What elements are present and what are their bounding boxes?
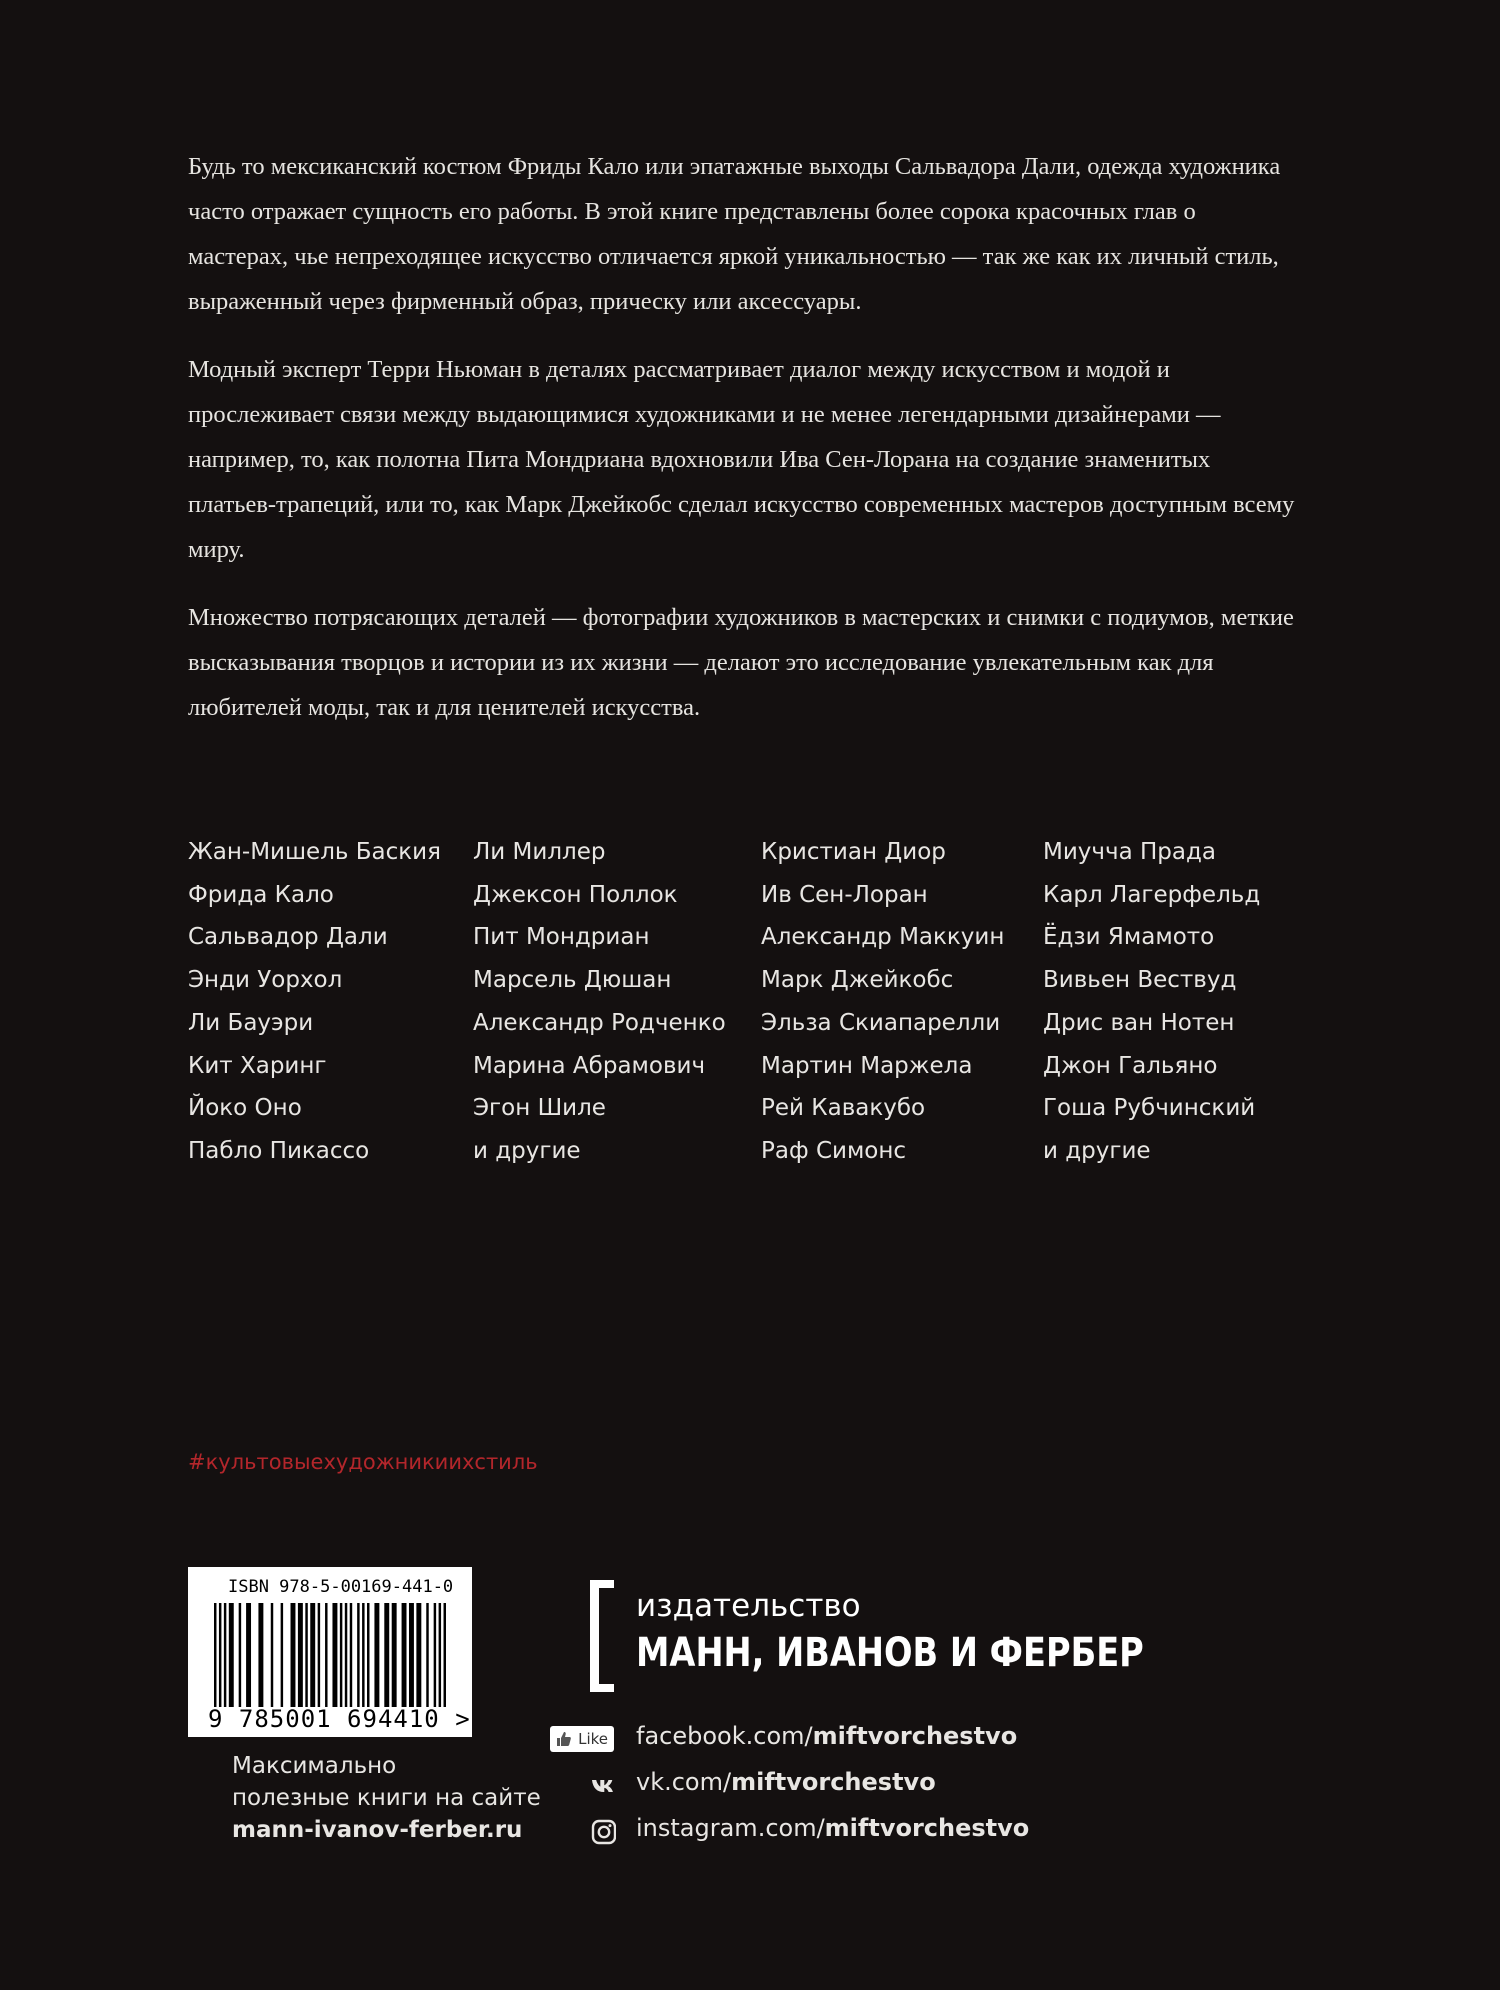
name-item: Сальвадор Дали xyxy=(188,924,388,951)
isbn-number: ISBN 978-5-00169-441-0 xyxy=(228,1577,454,1597)
name-item: Джексон Поллок xyxy=(473,881,678,908)
barcode-bar xyxy=(214,1603,216,1707)
name-item: Гоша Рубчинский xyxy=(1043,1095,1256,1122)
barcode-bar xyxy=(340,1603,342,1707)
instagram-handle: miftvorchestvo xyxy=(824,1814,1030,1842)
description-paragraph-1: Будь то мексиканский костюм Фриды Кало или эпатажные выходы Сальвадора Дали, одежда художника часто отражает сущность его работы. В этой книге представлены более сорока красочных глав о мастерах, чье непреходящее искусство отличается яркой уникальностью — так же как их личный стиль, выраженный через фирменный образ, прическу или аксессуары. xyxy=(188,153,1281,315)
name-item: Александр Родченко xyxy=(473,1009,726,1036)
barcode-bar xyxy=(310,1603,315,1707)
barcode-bar xyxy=(392,1603,397,1707)
name-item: Пит Мондриан xyxy=(473,924,650,951)
names-column-4 xyxy=(1043,831,1260,1173)
barcode-bar xyxy=(416,1603,421,1707)
name-item: Ёдзи Ямамото xyxy=(1043,924,1215,951)
name-item: Йоко Оно xyxy=(188,1095,302,1122)
description-paragraph-3: Множество потрясающих деталей — фотографии художников в мастерских и снимки с подиумов, меткие высказывания творцов и истории из их жизни — делают это исследование увлекательным как для любителей моды, так и для ценителей искусства. xyxy=(188,604,1294,721)
like-badge-label: Like xyxy=(578,1730,608,1748)
barcode-bar xyxy=(409,1603,414,1707)
barcode-bar xyxy=(384,1603,389,1707)
names-column-1 xyxy=(188,831,441,1173)
barcode-bar xyxy=(350,1603,352,1707)
name-item: Дрис ван Нотен xyxy=(1043,1009,1235,1036)
name-item: Марк Джейкобс xyxy=(761,967,954,994)
barcode-bar xyxy=(426,1603,428,1707)
website-caption-line-1: Максимально xyxy=(232,1753,397,1779)
name-item: Кит Харинг xyxy=(188,1052,327,1079)
name-item: Раф Симонс xyxy=(761,1137,907,1164)
hashtag: #культовыехудожникиихстиль xyxy=(188,1450,538,1474)
name-item: Марсель Дюшан xyxy=(473,967,672,994)
vk-prefix: vk.com/ xyxy=(636,1768,732,1796)
name-item: Пабло Пикассо xyxy=(188,1137,370,1164)
publisher-name: МАНН, ИВАНОВ И ФЕРБЕР xyxy=(636,1630,1144,1676)
facebook-handle: miftvorchestvo xyxy=(812,1722,1018,1750)
description xyxy=(188,144,1298,753)
name-item: Кристиан Диор xyxy=(761,839,946,865)
barcode-bar xyxy=(298,1603,303,1707)
description-paragraph-2: Модный эксперт Терри Ньюман в деталях рассматривает диалог между искусством и модой и прослеживает связи между выдающимися художниками и не менее легендарными дизайнерами — например, то, как полотна Пита Мондриана вдохновили Ива Сен-Лорана на создание знаменитых платьев-трапеций, или то, как Марк Джейкобс сделал искусство современных мастеров доступным всему миру. xyxy=(188,356,1295,563)
name-item: Вивьен Вествуд xyxy=(1043,967,1237,994)
barcode-bar xyxy=(362,1603,364,1707)
barcode-bar xyxy=(357,1603,359,1707)
name-item: и другие xyxy=(473,1137,581,1164)
name-item: Ли Бауэри xyxy=(188,1009,314,1036)
barcode-bar xyxy=(224,1603,226,1707)
name-item: Ив Сен-Лоран xyxy=(761,881,928,908)
name-item: Карл Лагерфельд xyxy=(1043,881,1261,908)
barcode-bar xyxy=(367,1603,369,1707)
name-item: Жан-Мишель Баския xyxy=(188,839,441,865)
website-block xyxy=(232,1750,541,1846)
barcode-bar xyxy=(258,1603,263,1707)
name-item: Рей Кавакубо xyxy=(761,1095,926,1122)
name-item: Мартин Маржела xyxy=(761,1052,973,1079)
instagram-prefix: instagram.com/ xyxy=(636,1814,825,1842)
barcode-bar xyxy=(291,1603,296,1707)
names-column-2 xyxy=(473,831,726,1173)
website-link[interactable]: mann-ivanov-ferber.ru xyxy=(232,1817,523,1843)
barcode-bar xyxy=(345,1603,347,1707)
barcode-bar xyxy=(229,1603,234,1707)
isbn-barcode xyxy=(188,1567,472,1737)
barcode-digits: 9 785001 694410 > xyxy=(208,1705,471,1733)
barcode-bar xyxy=(444,1603,446,1707)
barcode-bar xyxy=(374,1603,379,1707)
name-item: Марина Абрамович xyxy=(473,1052,706,1079)
names-column-3 xyxy=(761,831,1004,1173)
publisher-label: издательство xyxy=(636,1588,861,1624)
barcode-bar xyxy=(219,1603,221,1707)
name-item: Джон Гальяно xyxy=(1043,1052,1218,1079)
vk-icon xyxy=(550,1771,616,1801)
instagram-icon xyxy=(550,1817,616,1847)
barcode-bar xyxy=(271,1603,273,1707)
name-item: Энди Уорхол xyxy=(188,967,343,994)
barcode-bar xyxy=(305,1603,307,1707)
barcode-bar xyxy=(325,1603,327,1707)
barcode-bar xyxy=(332,1603,337,1707)
name-item: Эльза Скиапарелли xyxy=(761,1009,1001,1036)
name-item: Эгон Шиле xyxy=(473,1095,606,1122)
barcode-bar xyxy=(434,1603,436,1707)
barcode-bar xyxy=(318,1603,320,1707)
barcode-bar xyxy=(239,1603,241,1707)
name-item: и другие xyxy=(1043,1137,1151,1164)
name-item: Александр Маккуин xyxy=(761,924,1005,951)
barcode-bar xyxy=(246,1603,251,1707)
barcode-bar xyxy=(439,1603,441,1707)
name-item: Ли Миллер xyxy=(473,839,606,865)
website-caption-line-2: полезные книги на сайте xyxy=(232,1785,541,1811)
publisher-bracket-icon xyxy=(590,1580,618,1692)
name-item: Фрида Кало xyxy=(188,881,334,908)
name-item: Миучча Прада xyxy=(1043,839,1216,865)
barcode-bars xyxy=(214,1603,446,1707)
barcode-bar xyxy=(402,1603,407,1707)
facebook-like-icon xyxy=(550,1726,614,1752)
barcode-bar xyxy=(281,1603,283,1707)
thumbs-up-icon xyxy=(556,1731,572,1747)
facebook-prefix: facebook.com/ xyxy=(636,1722,813,1750)
vk-handle: miftvorchestvo xyxy=(731,1768,936,1796)
